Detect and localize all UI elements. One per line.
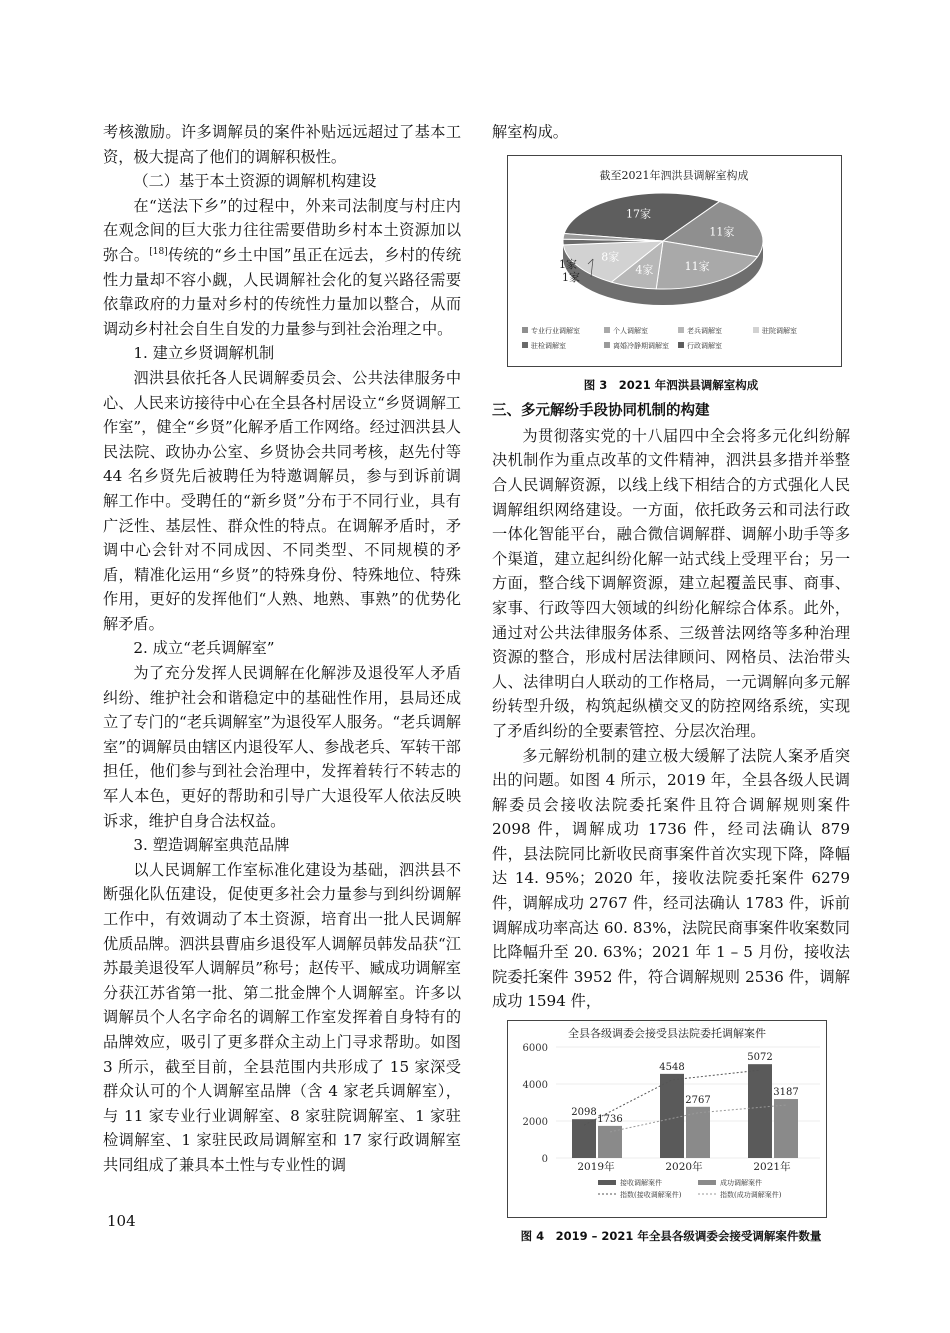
bar-chart	[508, 1021, 826, 1217]
bar-接收调解案件-2020年	[660, 1074, 684, 1158]
paragraph-text: 传统的“乡土中国”虽正在远去，乡村的传统性力量却不容小觑，人民调解社会化的复兴路径需要依靠政府的力量对乡村的传统性力量加以整合，从而调动乡村社会自生自发的力量参与到社会治理之中。	[103, 245, 462, 338]
y-tick-label: 4000	[522, 1080, 548, 1092]
legend-swatch	[678, 342, 684, 348]
legend-swatch	[698, 1180, 716, 1185]
legend-label: 离婚冷静期调解室	[613, 341, 669, 350]
item-heading: 3. 塑造调解室典范品牌	[133, 836, 290, 855]
pie-label: 1家	[562, 270, 580, 284]
legend-label: 驻院调解室	[762, 326, 797, 335]
figure-3	[507, 155, 842, 367]
figure-4	[507, 1020, 827, 1218]
item-heading: 1. 建立乡贤调解机制	[133, 344, 275, 363]
section-heading: 三、多元解纷手段协同机制的构建	[492, 403, 710, 420]
paragraph: 为了充分发挥人民调解在化解涉及退役军人矛盾纠纷、维护社会和谐稳定中的基础性作用，县局还成立了专门的“老兵调解室”为退役军人服务。“老兵调解室”的调解员由辖区内退役军人、参战老兵、军转干部担任，他们参与到社会治理中，发挥着转行不转志的军人本色，更好的帮助和引导广大退役军人依法反映诉求，维护自身合法权益。	[103, 664, 461, 830]
pie-label: 17家	[626, 207, 652, 221]
x-tick-label: 2020年	[665, 1161, 703, 1174]
paragraph: 考核激励。许多调解员的案件补贴远远超过了基本工资，极大提高了他们的调解积极性。	[103, 123, 461, 166]
legend-label: 老兵调解室	[687, 326, 722, 335]
bar-value-label: 5072	[747, 1052, 773, 1064]
subsection-heading	[103, 169, 461, 194]
bar-value-label: 4548	[659, 1061, 685, 1073]
legend-swatch	[753, 327, 759, 333]
y-tick-label: 0	[541, 1154, 548, 1166]
paragraph-text: 在“送法下乡”的过程中，外来司法制度与村庄内在观念间的巨大张力往往需要借助乡村本土资源加以弥合。	[103, 196, 461, 264]
chart-title: 截至2021年泗洪县调解室构成	[599, 168, 749, 182]
bar-接收调解案件-2021年	[748, 1064, 772, 1158]
y-tick-label: 2000	[522, 1117, 548, 1129]
legend-swatch	[522, 327, 528, 333]
legend-label: 驻检调解室	[531, 341, 566, 350]
bar-value-label: 2767	[685, 1094, 711, 1106]
item-heading: 2. 成立“老兵调解室”	[133, 639, 275, 658]
paragraph: 泗洪县依托各人民调解委员会、公共法律服务中心、人民来访接待中心在全县各村居设立“乡贤调解工作室”，健全“乡贤”化解矛盾工作网络。经过泗洪县人民法院、政协办公室、乡贤协会共同考核，赵先付等 44 名乡贤先后被聘任为特邀调解员，参与到诉前调解工作中。受聘任的“新乡贤”分布于不同行业，具有广泛性、基层性、群众性的特点。在调解矛盾时，矛调中心会针对不同成因、不同类型、不同规模的矛盾，精准化运用“乡贤”的特殊身份、特殊地位、特殊作用，更好的发挥他们“人熟、地熟、事熟”的优势化解矛盾。	[103, 368, 461, 633]
chart-title: 全县各级调委会接受县法院委托调解案件	[568, 1027, 766, 1041]
page-number: 104	[107, 1212, 136, 1230]
citation-ref: [18]	[149, 246, 168, 257]
legend-label: 行政调解室	[687, 341, 722, 350]
paragraph: 为贯彻落实党的十八届四中全会将多元化纠纷解决机制作为重点改革的文件精神，泗洪县多措并举整合人民调解资源，以线上线下相结合的方式强化人民调解组织网络建设。一方面，依托政务云和司法行政一体化智能平台，融合微信调解群、调解小助手等多个渠道，建立起纠纷化解一站式线上受理平台；另一方面，整合线下调解资源，建立起覆盖民事、商事、家事、行政等四大领域的纠纷化解综合体系。此外，通过对公共法律服务体系、三级普法网络等多种治理资源的整合，形成村居法律顾问、网格员、法治带头人、法律明白人联动的工作格局，一元调解向多元解纷转型升级，构筑起纵横交叉的防控网络系统，实现了矛盾纠纷的全要素管控、分层次治理。	[492, 426, 850, 740]
legend-label: 成功调解案件	[720, 1179, 762, 1188]
pie-label: 1家	[559, 257, 577, 271]
legend-label: 个人调解室	[613, 326, 648, 335]
subsection-heading-text: （二）基于本土资源的调解机构建设	[133, 172, 377, 191]
legend-label: 接收调解案件	[620, 1179, 662, 1188]
y-tick-label: 6000	[522, 1043, 548, 1055]
legend-swatch	[598, 1180, 616, 1185]
paragraph	[103, 194, 461, 342]
x-tick-label: 2021年	[753, 1161, 791, 1174]
legend-swatch	[522, 342, 528, 348]
bar-成功调解案件-2021年	[774, 1099, 798, 1158]
paragraph: 多元解纷机制的建立极大缓解了法院人案矛盾突出的问题。如图 4 所示，2019 年，全县各级人民调解委员会接收法院委托案件且符合调解规则案件 2098 件，调解成功 1736 件，经司法确认 879 件，县法院同比新收民商事案件首次实现下降，降幅达 14. 95%；2020 年，接收法院委托案件 6279 件，调解成功 2767 件，经司法确认 1783 件，诉前调解成功率高达 60. 83%，法院民商事案件收案数同比降幅升至 20. 63%；2021 年 1 – 5 月份，接收法院委托案件 3952 件，符合调解规则 2536 件，调解成功 1594 件，	[492, 746, 850, 1011]
pie-label: 8家	[601, 250, 620, 264]
bar-value-label: 3187	[773, 1087, 799, 1099]
bar-value-label: 2098	[571, 1107, 597, 1119]
left-column	[103, 120, 461, 1178]
legend-label: 指数(成功调解案件)	[720, 1191, 782, 1200]
pie-label: 4家	[635, 262, 654, 276]
bar-value-label: 1736	[597, 1113, 623, 1125]
legend-swatch	[678, 327, 684, 333]
legend-label: 专业行业调解室	[531, 326, 580, 335]
legend-label: 指数(接收调解案件)	[620, 1191, 682, 1200]
right-column	[492, 120, 850, 1249]
bar-成功调解案件-2019年	[598, 1126, 622, 1158]
pie-label: 11家	[684, 259, 710, 273]
pie-chart	[508, 156, 841, 366]
paragraph: 解室构成。	[492, 123, 568, 141]
paragraph: 以人民调解工作室标准化建设为基础，泗洪县不断强化队伍建设，促使更多社会力量参与到纠纷调解工作中，有效调动了本土资源，培育出一批人民调解优质品牌。泗洪县曹庙乡退役军人调解员韩发品获“江苏最美退役军人调解员”称号；赵传平、臧成功调解室分获江苏省第一批、第二批金牌个人调解室。许多以调解员个人名字命名的调解工作室发挥着自身特有的品牌效应，吸引了更多群众主动上门寻求帮助。如图 3 所示，截至目前，全县范围内共形成了 15 家深受群众认可的个人调解室品牌（含 4 家老兵调解室），与 11 家专业行业调解室、8 家驻院调解室、1 家驻检调解室、1 家驻民政局调解室和 17 家行政调解室共同组成了兼具本土性与专业性的调	[103, 860, 461, 1174]
legend-swatch	[604, 327, 610, 333]
figure-3-caption: 图 3 2021 年泗洪县调解室构成	[583, 377, 759, 392]
figure-4-caption: 图 4 2019 – 2021 年全县各级调委会接受调解案件数量	[520, 1229, 822, 1244]
pie-label: 11家	[709, 225, 735, 239]
x-tick-label: 2019年	[577, 1161, 615, 1174]
legend-swatch	[604, 342, 610, 348]
